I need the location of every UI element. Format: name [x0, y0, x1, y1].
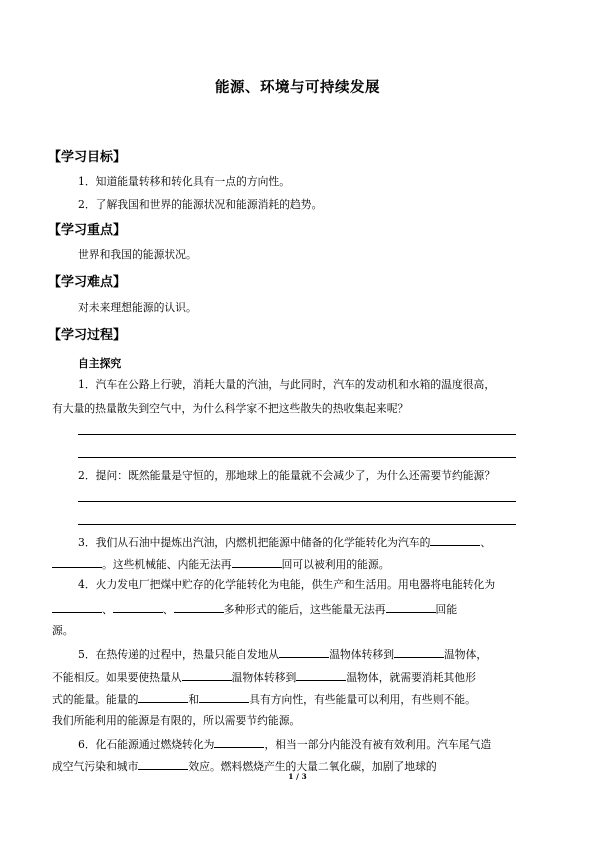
answer-line[interactable]	[78, 501, 516, 502]
fill-blank[interactable]	[113, 601, 163, 613]
question-5-line-1	[78, 646, 570, 662]
q4-text: 回能	[435, 603, 458, 616]
q6-text: ，相当一部分内能没有被有效利用。汽车尾气造	[264, 738, 492, 751]
question-5-line-2	[52, 669, 544, 685]
question-3-line-2	[52, 556, 544, 572]
fill-blank[interactable]	[199, 691, 249, 703]
question-5-line-3	[52, 691, 544, 707]
fill-blank[interactable]	[52, 556, 102, 568]
q4-text: 、	[162, 603, 174, 616]
q5-text: 具有方向性，有些能量可以利用，有些则不能。	[249, 693, 476, 706]
q5-text: 温物体，	[444, 648, 488, 661]
question-5-line-4: 我们所能利用的能源是有限的，所以需要节约能源。	[52, 714, 301, 727]
q5-text: 温物体转移到	[231, 671, 297, 684]
fill-blank[interactable]	[214, 736, 264, 748]
q6-text: 成空气污染和城市	[52, 760, 139, 773]
question-1-line-2: 有大量的热量散失到空气中，为什么科学家不把这些散失的热收集起来呢？	[52, 402, 409, 415]
q6-text: 6．化石能源通过燃烧转化为	[78, 738, 215, 751]
section-key-heading: 【学习重点】	[48, 223, 127, 238]
question-2: 2．提问：既然能量是守恒的，那地球上的能量就不会减少了，为什么还需要节约能源？	[78, 469, 496, 482]
question-3-line-1	[78, 534, 570, 550]
q6-text: 效应。燃料燃烧产生的大量二氧化碳，加剧了地球的	[188, 760, 437, 773]
fill-blank[interactable]	[232, 556, 282, 568]
fill-blank[interactable]	[138, 758, 188, 770]
q3-text: 、	[480, 536, 492, 549]
question-4-line-1: 4．火力发电厂把煤中贮存的化学能转化为电能，供生产和生活用。用电器将电能转化为	[78, 578, 496, 591]
key-text: 世界和我国的能源状况。	[78, 248, 197, 261]
fill-blank[interactable]	[279, 646, 329, 658]
q4-text: 多种形式的能后，这些能量无法再	[223, 603, 386, 616]
section-difficulty-heading: 【学习难点】	[48, 275, 127, 290]
fill-blank[interactable]	[386, 601, 436, 613]
page-number: 1 / 3	[288, 772, 307, 781]
fill-blank[interactable]	[138, 691, 188, 703]
answer-line[interactable]	[78, 524, 516, 525]
goal-item-2: 2．了解我国和世界的能源状况和能源消耗的趋势。	[78, 198, 323, 211]
q4-text: 、	[102, 603, 113, 616]
fill-blank[interactable]	[296, 669, 346, 681]
q5-text: 温物体，就需要消耗其他形	[346, 671, 476, 684]
question-1-line-1: 1．汽车在公路上行驶，消耗大量的汽油，与此同时，汽车的发动机和水箱的温度很高，	[78, 378, 496, 391]
goal-item-1: 1．知道能量转移和转化具有一点的方向性。	[78, 175, 291, 188]
fill-blank[interactable]	[52, 601, 102, 613]
q3-text: 3．我们从石油中提炼出汽油，内燃机把能源中储备的化学能转化为汽车的	[78, 536, 431, 549]
question-4-line-2	[52, 601, 544, 617]
question-4-line-3: 源。	[52, 624, 74, 637]
fill-blank[interactable]	[174, 601, 224, 613]
answer-line[interactable]	[78, 457, 516, 458]
page-title: 能源、环境与可持续发展	[215, 79, 380, 96]
q5-text: 5．在热传递的过程中，热量只能自发地从	[78, 648, 280, 661]
q5-text: 和	[188, 693, 200, 706]
section-goals-heading: 【学习目标】	[48, 150, 127, 165]
answer-line[interactable]	[78, 434, 516, 435]
q3-text: 回可以被利用的能源。	[281, 558, 390, 571]
fill-blank[interactable]	[394, 646, 444, 658]
difficulty-text: 对未来理想能源的认识。	[78, 301, 197, 314]
q5-text: 式的能量。能量的	[52, 693, 139, 706]
section-process-heading: 【学习过程】	[48, 328, 127, 343]
question-6-line-1	[78, 736, 570, 752]
q5-text: 温物体转移到	[329, 648, 394, 661]
subheading-self-study: 自主探究	[78, 357, 122, 370]
q5-text: 不能相反。如果要使热量从	[52, 671, 182, 684]
q3-text: 。这些机械能、内能无法再	[102, 558, 232, 571]
fill-blank[interactable]	[182, 669, 232, 681]
fill-blank[interactable]	[430, 534, 480, 546]
